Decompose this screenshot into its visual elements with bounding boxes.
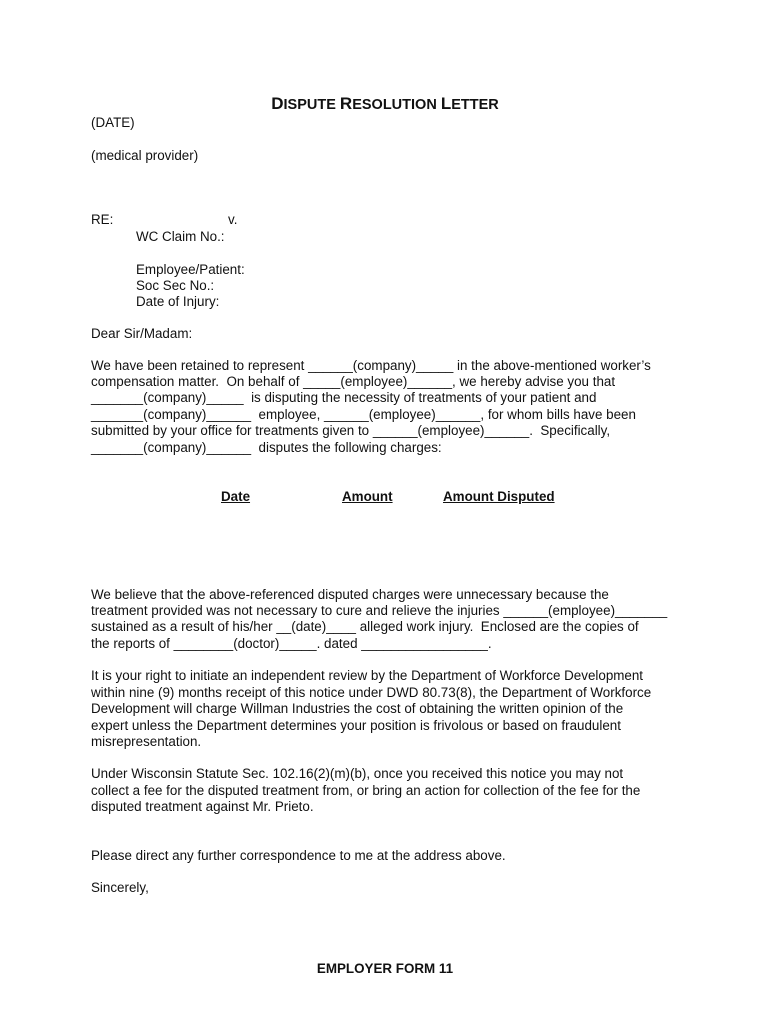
- form-footer: EMPLOYER FORM 11: [316, 961, 454, 976]
- para4-line3: disputed treatment against Mr. Prieto.: [91, 799, 314, 814]
- ssn-label: Soc Sec No.:: [136, 278, 215, 293]
- company-blank: _______(company)______: [91, 407, 252, 422]
- title-initial-d: D: [271, 94, 284, 113]
- salutation: Dear Sir/Madam:: [91, 326, 193, 341]
- para1-line4: _______(company)______ employee, ______(employee)______, for whom bills have been: [91, 407, 636, 422]
- employee-patient-label: Employee/Patient:: [136, 262, 245, 277]
- title-word-resolution: ESOLUTION: [352, 97, 441, 113]
- closing: Sincerely,: [91, 880, 149, 895]
- para1-line2: compensation matter. On behalf of _____(employee)______, we hereby advise you that: [91, 374, 616, 389]
- para3-line3: Development will charge Willman Industries the cost of obtaining the written opinion of the: [91, 701, 624, 716]
- employee-blank: ______(employee)_______: [503, 603, 668, 618]
- para3-line5: misrepresentation.: [91, 734, 202, 749]
- date-of-injury-label: Date of Injury:: [136, 294, 220, 309]
- provider-placeholder: (medical provider): [91, 148, 199, 163]
- date-placeholder: (DATE): [91, 115, 135, 130]
- re-label: RE:: [91, 212, 114, 227]
- para1-line1: We have been retained to represent ______(company)_____ in the above-mentioned worker’s: [91, 358, 651, 373]
- title-initial-r: R: [339, 94, 353, 113]
- company-blank: _______(company)_____: [91, 390, 244, 405]
- column-header-amount-disputed: Amount Disputed: [443, 489, 555, 504]
- employee-blank: ______(employee)______: [372, 423, 530, 438]
- date-blank: __(date)____: [276, 619, 357, 634]
- column-header-date: Date: [221, 489, 251, 504]
- title-word-dispute: ISPUTE: [283, 97, 340, 113]
- para1-line3: _______(company)_____ is disputing the necessity of treatments of your patient and: [91, 390, 597, 405]
- para5: Please direct any further correspondence to me at the address above.: [91, 848, 506, 863]
- title-word-letter: ETTER: [451, 97, 499, 113]
- para2-line2: treatment provided was not necessary to cure and relieve the injuries ______(employee)_______: [91, 603, 668, 618]
- para3-line1: It is your right to initiate an independent review by the Department of Workforce Development: [91, 668, 644, 683]
- versus-label: v.: [228, 212, 238, 227]
- para3-line4: expert unless the Department determines your position is frivolous or based on fraudulent: [91, 718, 621, 733]
- para2-line3: sustained as a result of his/her __(date)____ alleged work injury. Enclosed are the copies of: [91, 619, 639, 634]
- para4-line2: collect a fee for the disputed treatment from, or bring an action for collection of the fee for the: [91, 783, 641, 798]
- column-header-amount: Amount: [342, 489, 393, 504]
- dated-blank: _________________.: [361, 636, 492, 651]
- para1-line5: submitted by your office for treatments given to ______(employee)______. Specifically,: [91, 423, 611, 438]
- employee-blank: ______(employee)______: [324, 407, 481, 422]
- doctor-blank: ________(doctor)_____: [173, 636, 317, 651]
- letter-title: [0, 94, 770, 114]
- title-initial-l: L: [440, 94, 452, 113]
- claim-number-label: WC Claim No.:: [136, 229, 225, 244]
- para2-line1: We believe that the above-referenced disputed charges were unnecessary because the: [91, 587, 609, 602]
- para2-line4: the reports of ________(doctor)_____. dated _________________.: [91, 636, 492, 651]
- employee-blank: _____(employee)______: [303, 374, 453, 389]
- company-blank: ______(company)_____: [308, 358, 454, 373]
- para1-line6: _______(company)______ disputes the following charges:: [91, 440, 442, 455]
- para4-line1: Under Wisconsin Statute Sec. 102.16(2)(m)(b), once you received this notice you may not: [91, 766, 624, 781]
- para3-line2: within nine (9) months receipt of this notice under DWD 80.73(8), the Department of Workforce: [91, 685, 652, 700]
- company-blank: _______(company)______: [91, 440, 252, 455]
